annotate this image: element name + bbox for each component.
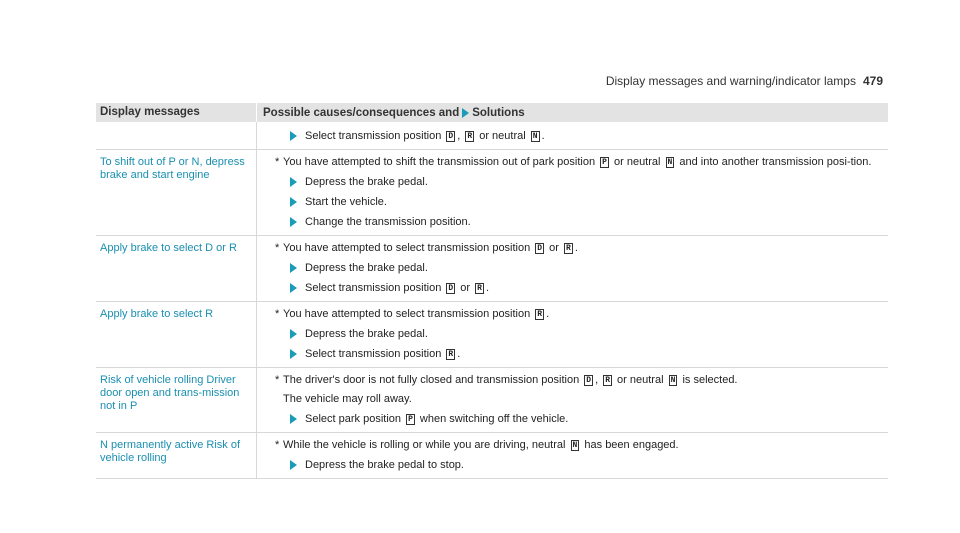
- solution-cell: [257, 433, 888, 478]
- solution-step: [267, 282, 880, 295]
- text-fragment: when switching off the vehicle.: [416, 413, 569, 425]
- table-row: [96, 433, 888, 479]
- page-number: 479: [862, 74, 883, 88]
- table-row: [96, 302, 888, 368]
- text-fragment: .: [541, 130, 545, 142]
- solution-step: [267, 176, 880, 189]
- display-message: Apply brake to select D or R: [96, 236, 257, 301]
- text-fragment: Select transmission position: [305, 130, 445, 142]
- gear-symbol: R: [448, 350, 454, 359]
- gear-symbol: P: [602, 158, 607, 167]
- gear-symbol: N: [532, 132, 538, 141]
- text-fragment: and into another transmission posi-tion.: [676, 156, 872, 168]
- step-arrow-icon: [290, 349, 297, 359]
- gear-symbol: R: [566, 244, 571, 253]
- text-fragment: or neutral: [476, 130, 529, 142]
- gear-symbol: N: [667, 158, 673, 167]
- text-fragment: has been engaged.: [581, 439, 679, 451]
- text-fragment: Select park position: [305, 413, 405, 425]
- text-fragment: .: [457, 348, 461, 360]
- text-fragment: The driver's door is not fully closed and transmission position: [283, 374, 583, 386]
- item-text: [305, 130, 545, 143]
- item-text: [283, 374, 738, 387]
- text-fragment: .: [574, 242, 578, 254]
- item-text: [283, 393, 880, 406]
- text-fragment: Select transmission position: [305, 348, 445, 360]
- item-text: [305, 328, 428, 341]
- text-fragment: You have attempted to select transmission position: [283, 308, 534, 320]
- display-message: Apply brake to select R: [96, 302, 257, 367]
- step-arrow-icon: [290, 131, 297, 141]
- solution-step: [267, 262, 880, 275]
- gear-symbol: D: [537, 244, 543, 253]
- cause-bullet: [267, 439, 880, 452]
- text-fragment: or: [546, 242, 563, 254]
- gear-symbol: R: [467, 132, 473, 141]
- solution-step: [267, 216, 880, 229]
- column-header-causes-label: Possible causes/consequences and: [263, 106, 460, 119]
- text-fragment: Select transmission position: [305, 282, 445, 294]
- gear-symbol: R: [537, 310, 543, 319]
- column-header-causes: [257, 103, 888, 122]
- bullet-mark: *: [275, 308, 280, 320]
- item-text: [283, 308, 549, 321]
- text-fragment: or: [457, 282, 474, 294]
- step-arrow-icon: [290, 414, 297, 424]
- solution-cell: [257, 236, 888, 301]
- bullet-mark: *: [275, 242, 280, 254]
- text-fragment: Depress the brake pedal.: [305, 262, 428, 274]
- step-arrow-icon: [290, 329, 297, 339]
- solution-step: [267, 348, 880, 361]
- text-fragment: Depress the brake pedal.: [305, 328, 428, 340]
- bullet-mark: *: [275, 156, 280, 168]
- display-message: N permanently active Risk of vehicle rolling: [96, 433, 257, 478]
- item-text: [305, 282, 489, 295]
- column-header-display-messages: Display messages: [96, 103, 257, 122]
- table-row: [96, 368, 888, 433]
- item-text: [283, 439, 679, 452]
- gear-symbol: R: [605, 376, 610, 385]
- text-fragment: or neutral: [610, 156, 664, 168]
- text-fragment: Start the vehicle.: [305, 196, 387, 208]
- text-fragment: or neutral: [614, 374, 667, 386]
- cause-bullet: [267, 374, 880, 387]
- solution-cell: [257, 368, 888, 432]
- item-text: [305, 216, 471, 229]
- step-arrow-icon: [290, 460, 297, 470]
- table-row: [96, 236, 888, 302]
- text-fragment: Depress the brake pedal to stop.: [305, 459, 464, 471]
- solution-cell: [257, 150, 888, 235]
- gear-symbol: R: [477, 284, 482, 293]
- step-arrow-icon: [290, 197, 297, 207]
- item-text: [283, 242, 578, 255]
- solution-step: [267, 328, 880, 341]
- solution-step: [267, 459, 880, 472]
- page-header-title: Display messages and warning/indicator lamps: [605, 74, 856, 88]
- solution-cell: [257, 302, 888, 367]
- table-header: [96, 103, 888, 122]
- table-row: [96, 122, 888, 150]
- solution-cell: [257, 122, 888, 149]
- table-body: [96, 122, 888, 479]
- item-text: [305, 196, 387, 209]
- gear-symbol: D: [586, 376, 592, 385]
- item-text: [305, 348, 460, 361]
- text-fragment: Change the transmission position.: [305, 216, 471, 228]
- text-fragment: Depress the brake pedal.: [305, 176, 428, 188]
- text-fragment: While the vehicle is rolling or while you are driving, neutral: [283, 439, 569, 451]
- display-message: Risk of vehicle rolling Driver door open and trans-mission not in P: [96, 368, 257, 432]
- cause-bullet: [267, 308, 880, 321]
- text-fragment: ,: [595, 374, 602, 386]
- gear-symbol: N: [670, 376, 676, 385]
- text-fragment: The vehicle may roll away.: [283, 393, 412, 405]
- text-fragment: is selected.: [679, 374, 738, 386]
- solution-step: [267, 130, 880, 143]
- cause-bullet: [267, 242, 880, 255]
- text-fragment: ,: [457, 130, 464, 142]
- gear-symbol: N: [572, 441, 578, 450]
- gear-symbol: D: [448, 284, 454, 293]
- gear-symbol: P: [408, 415, 413, 424]
- display-messages-table: [96, 103, 888, 479]
- bullet-mark: *: [275, 439, 280, 451]
- display-message: [96, 122, 257, 149]
- column-header-solutions-label: Solutions: [472, 106, 525, 119]
- cause-bullet: [267, 156, 880, 169]
- item-text: [305, 459, 464, 472]
- solution-step: [267, 413, 880, 426]
- text-fragment: .: [485, 282, 489, 294]
- bullet-mark: *: [275, 374, 280, 386]
- step-arrow-icon: [290, 283, 297, 293]
- play-arrow-icon: [462, 108, 469, 118]
- display-message: To shift out of P or N, depress brake and start engine: [96, 150, 257, 235]
- step-arrow-icon: [290, 263, 297, 273]
- item-text: [305, 176, 428, 189]
- step-arrow-icon: [290, 177, 297, 187]
- item-text: [305, 262, 428, 275]
- text-fragment: .: [546, 308, 550, 320]
- item-text: [305, 413, 568, 426]
- step-arrow-icon: [290, 217, 297, 227]
- text-fragment: You have attempted to select transmission position: [283, 242, 534, 254]
- table-row: [96, 150, 888, 236]
- text-fragment: You have attempted to shift the transmission out of park position: [283, 156, 599, 168]
- item-text: [283, 156, 871, 169]
- solution-step: [267, 196, 880, 209]
- gear-symbol: D: [448, 132, 454, 141]
- consequence-text: [267, 393, 880, 406]
- page-header: [606, 74, 883, 88]
